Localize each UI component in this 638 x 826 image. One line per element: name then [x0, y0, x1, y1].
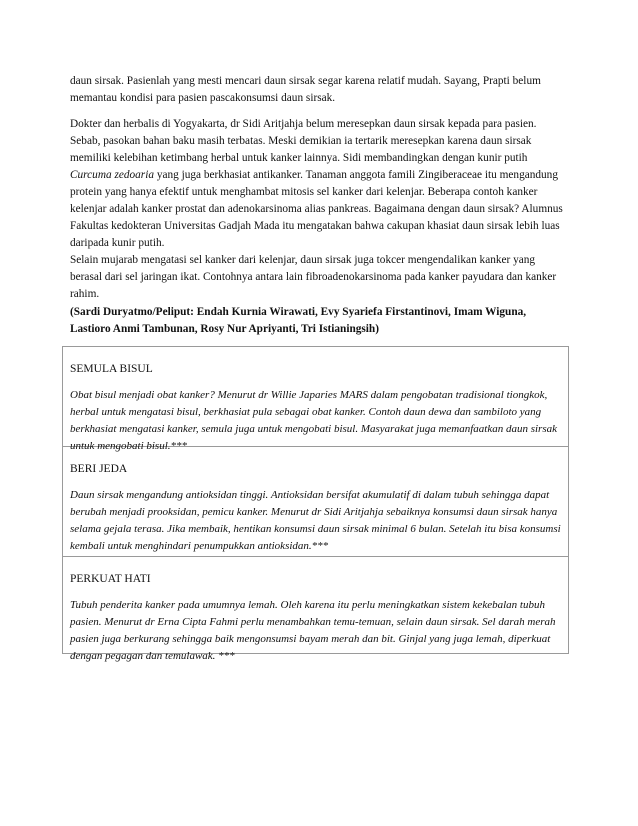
paragraph-main-part-c: Selain mujarab mengatasi sel kanker dari kelenjar, daun sirsak juga tokcer mengendalikan kanker yang berasal dari sel jaringan ikat. Contohnya antara lain fibroadenokarsinoma pada kanker payudara dan kanker rahim.	[70, 254, 557, 300]
paragraph-main-part-b: yang juga berkhasiat antikanker. Tanaman anggota famili Zingiberaceae itu mengandung protein yang hanya efektif untuk menghambat mitosis sel kanker dari kelenjar. Beberapa contoh kanker kelenjar adalah kanker prostat dan adenokarsinoma alias pankreas. Bagaimana dengan daun sirsak? Alumnus Fakultas kedokteran Universitas Gadjah Mada itu mengatakan bahwa cakupan khasiat daun sirsak lebih luas daripada kunir putih.	[70, 169, 563, 249]
box-beri-jeda	[63, 446, 568, 556]
box-body: Obat bisul menjadi obat kanker? Menurut dr Willie Japaries MARS dalam pengobatan tradisional tiongkok, herbal untuk mengatasi bisul, berkhasiat pula sebagai obat kanker. Contoh daun dewa dan sambiloto yang berkhasiat mengatasi kanker, semula juga untuk mengobati bisul. Masyarakat juga memanfaatkan daun sirsak untuk mengobati bisul.***	[70, 389, 558, 452]
credits-line: (Sardi Duryatmo/Peliput: Endah Kurnia Wirawati, Evy Syariefa Firstantinovi, Imam Wiguna, Lastioro Anmi Tambunan, Rosy Nur Apriyanti, Tri Istianingsih)	[70, 306, 527, 335]
box-perkuat-hati	[63, 556, 568, 662]
box-title: BERI JEDA	[70, 463, 128, 475]
box-title: PERKUAT HATI	[70, 573, 151, 585]
box-semula-bisul	[63, 347, 568, 452]
box-body: Tubuh penderita kanker pada umumnya lemah. Oleh karena itu perlu meningkatkan sistem kekebalan tubuh pasien. Menurut dr Erna Cipta Fahmi perlu menambahkan temu-temuan, selain daun sirsak. Sel darah merah pasien juga berkurang sehingga baik mengonsumsi bayam merah dan bit. Ginjal yang juga lemah, diperkuat dengan pegagan dan temulawak. ***	[70, 599, 556, 662]
paragraph-main	[70, 116, 568, 303]
scientific-name: Curcuma zedoaria	[70, 169, 154, 181]
sidebar-boxes-table	[62, 346, 569, 662]
box-body: Daun sirsak mengandung antioksidan tinggi. Antioksidan bersifat akumulatif di dalam tubuh sehingga dapat berubah menjadi prooksidan, pemicu kanker. Menurut dr Sidi Aritjahja sebaiknya konsumsi daun sirsak hanya selama gejala terasa. Jika membaik, hentikan konsumsi daun sirsak minimal 6 bulan. Setelah itu bisa konsumsi kembali untuk menghindari penumpukkan antioksidan.***	[70, 489, 561, 552]
paragraph-intro: daun sirsak. Pasienlah yang mesti mencari daun sirsak segar karena relatif mudah. Sayang, Prapti belum memantau kondisi para pasien pascakonsumsi daun sirsak.	[70, 75, 541, 104]
paragraph-main-part-a: Dokter dan herbalis di Yogyakarta, dr Sidi Aritjahja belum meresepkan daun sirsak kepada para pasien. Sebab, pasokan bahan baku masih terbatas. Meski demikian ia tertarik meresepkan karena daun sirsak memiliki kelebihan ketimbang herbal untuk kanker lainnya. Sidi membandingkan dengan kunir putih	[70, 118, 537, 164]
box-title: SEMULA BISUL	[70, 363, 153, 375]
